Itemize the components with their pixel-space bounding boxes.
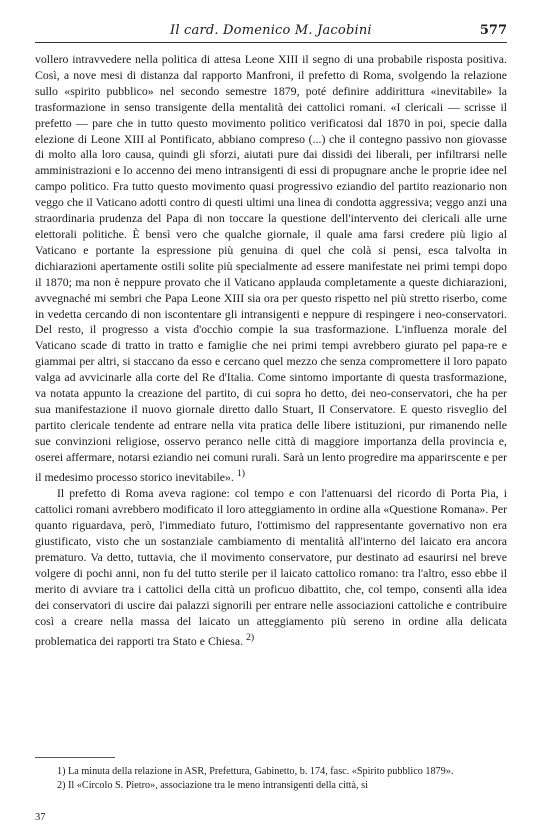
page-header <box>35 23 507 41</box>
page-number: 577 <box>479 23 507 38</box>
footnote: 2) Il «Circolo S. Pietro», associazione tra le meno intransigenti della città, si <box>57 779 368 791</box>
body-text <box>35 52 507 649</box>
footnote-rule <box>35 757 115 758</box>
footnotes <box>35 765 507 792</box>
header-rule <box>35 42 507 43</box>
paragraph-text: vollero intravvedere nella politica di attesa Leone XIII il segno di una probabile risposta positiva. Così, a nove mesi di distanza dal rapporto Manfroni, il prefetto di Roma, svolgendo la relazione sullo «spirito pubblico» nel secondo semestre 1879, poté definire addirittura «inevitabile» la trasformazione in senso transigente della mentalità dei cattolici romani. «I clericali — scrisse il prefetto — pare che in tutto questo movimento politico verificatosi dal 1870 in poi, specie dalla elezione di Leone XIII al Pontificato, abbiano compreso (...) che il contegno passivo non giovasse di molto alla loro causa, quindi gli sforzi, aiutati pure dai dissidi dei liberali, per infiltrarsi nelle amministrazioni e lo accenno dei meno intransigenti di essi di propugnare anche le proprie idee nel campo politico. Fra tutto questo movimento quasi progressivo eziandio del partito reazionario non veggo che il Vaticano adotti contro di questi ultimi una linea di condotta aggressiva; veggo anzi una straordinaria prudenza del Papa di non toccare la questione dell'intervento dei clericali alle urne elettorali politiche. È bensì vero che qualche giornale, il quale ama farsi credere più ligio al Vaticano e portante la espressione più genuina di quel che colà si pensi, esca talvolta in dichiarazioni apertamente ostili solite più specialmente ad essere manifestate nei primi tempi dopo il 1870; ma non è neppure provato che il Vaticano applauda completamente a queste dichiarazioni, avvegnaché mi sembri che Papa Leone XIII sia ora per questo rispetto nel più stretto riserbo, come in vedetta cercando di non iscontentare gli intransigenti e neppure di respingere i neo-conservatori. Del resto, il progresso a vista d'occhio compie la sua trasformazione. L'influenza morale del Vaticano scade di tratto in tratto e famiglie che nei primi tempi avrebbero giurato pel papa-re e giammai per altri, si staccano da esso e cercano quel mezzo che senza compromettere il loro papato valga ad avvicinarle alla corte del Re d'Italia. Come sintomo importante di questa trasformazione, va notata appunto la creazione del partito, di cui sopra ho detto, dei neo-conservatori, che ha per sua manifestazione il nuovo giornale diretto dallo Stuart, Il Conservatore. E questo risveglio del partito clericale tendente ad entrare nella vita pratica delle libere istituzioni, pur rimanendo nelle sue convinzioni religiose, osservo peranco nelle città di maggiore importanza della provincia e, oserei affermare, notarsi eziandio nei comuni rurali. Sarà un lento progredire ma apparirscente e per il medesimo processo storico inevitabile». <box>35 52 507 484</box>
running-head: Il card. Domenico M. Jacobini <box>170 23 372 38</box>
paragraph-text: Il prefetto di Roma aveva ragione: col tempo e con l'attenuarsi del ricordo di Porta Pia, i cattolici romani avrebbero modificato il loro atteggiamento in ordine alla «Questione Romana». Per quanto riguardava, però, l'immediato futuro, l'ottimismo del rappresentante governativo non era giustificato, visto che un sostanziale cambiamento di mentalità all'interno del laicato era ancora prematuro. Va detto, tuttavia, che il movimento conservatore, pur destinato ad esaurirsi nel breve volgere di pochi anni, non fu del tutto sterile per il laicato cattolico romano: tra l'altro, esso ebbe il merito di avviare tra i cattolici della città un proficuo dibattito, che, col tempo, consentì alla idea dei conservatori di uscire dai palazzi signorili per entrare nelle associazioni cattoliche e contribuire così a creare nella massa del laicato un atteggiamento più sereno in ordine alla delicata problematica dei rapporti tra Stato e Chiesa. <box>35 486 507 648</box>
paragraph <box>35 486 507 649</box>
signature-mark: 37 <box>35 812 46 823</box>
paragraph <box>35 52 507 485</box>
footnote: 1) La minuta della relazione in ASR, Prefettura, Gabinetto, b. 174, fasc. «Spirito pubblico 1879». <box>57 766 454 777</box>
footnote-ref: 2) <box>245 631 255 643</box>
footnote-ref: 1) <box>236 467 246 479</box>
